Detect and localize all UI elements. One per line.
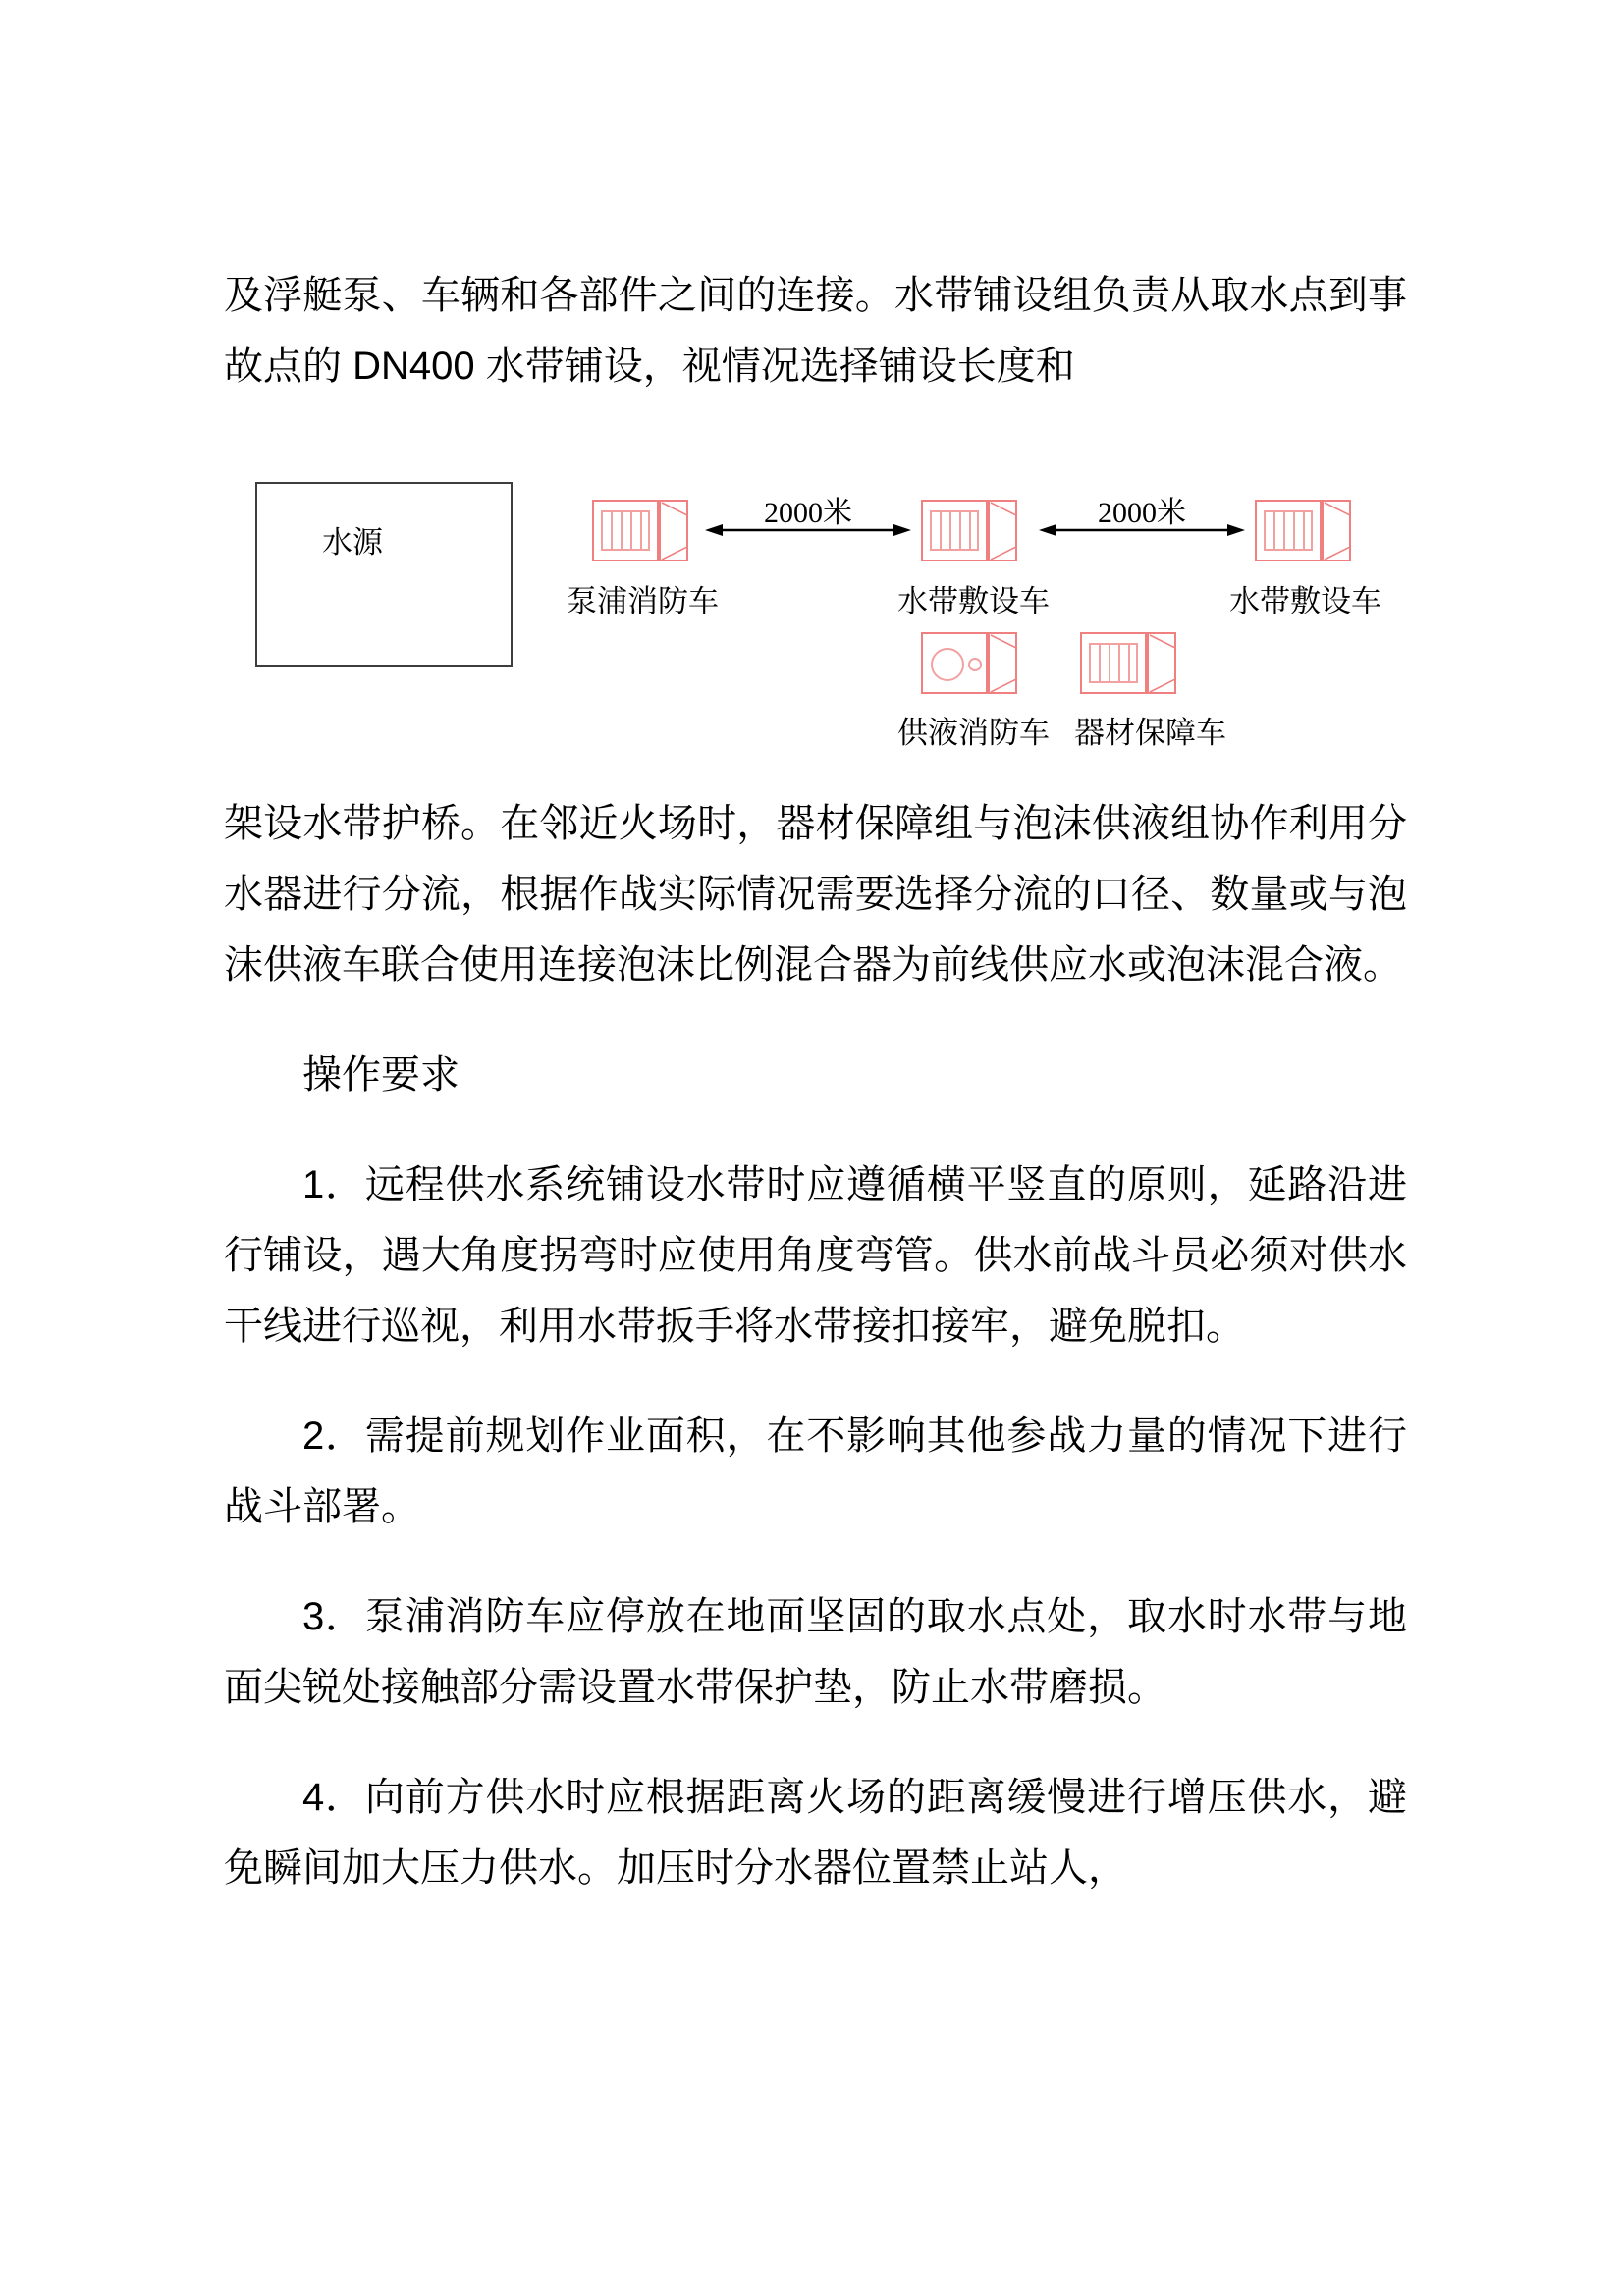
truck-cab [988,500,1017,561]
distance-label-1: 2000米 [764,497,852,529]
water-source-label: 水源 [322,525,383,560]
list-item-3: 3．泵浦消防车应停放在地面坚固的取水点处，取水时水带与地面尖锐处接触部分需设置水带保护垫，防止水带磨损。 [224,1595,1407,1709]
paragraph-after-figure: 架设水带护桥。在邻近火场时，器材保障组与泡沫供液组协作利用分水器进行分流，根据作战实际情况需要选择分流的口径、数量或与泡沫供液车联合使用连接泡沫比例混合器为前线供应水或泡沫混合液。 [224,802,1407,987]
truck-cab [988,632,1017,694]
section-heading-operational-requirements: 操作要求 [302,1053,460,1096]
tank-large-circle [931,648,964,681]
truck-cab [1322,500,1351,561]
vehicle-label-hose-laying-truck-2: 水带敷设车 [1229,584,1381,618]
distance-dimension-2 [1039,497,1245,561]
vehicle-label-pump-fire-truck: 泵浦消防车 [567,584,719,618]
document-content [224,0,1407,1943]
truck-cargo-frame [930,510,979,551]
list-item-2: 2．需提前规划作业面积，在不影响其他参战力量的情况下进行战斗部署。 [224,1415,1407,1528]
list-item-1: 1．远程供水系统铺设水带时应遵循横平竖直的原则，延路沿进行铺设，遇大角度拐弯时应使用角度弯管。供水前战斗员必须对供水干线进行巡视，利用水带扳手将水带接扣接牢，避免脱扣。 [224,1163,1407,1348]
vehicle-label-foam-supply-truck: 供液消防车 [897,716,1050,750]
vehicle-label-hose-laying-truck-1: 水带敷设车 [897,584,1050,618]
list-item-4: 4．向前方供水时应根据距离火场的距离缓慢进行增压供水，避免瞬间加大压力供水。加压时分水器位置禁止站人， [224,1776,1407,1890]
remote-water-supply-diagram [224,441,1407,765]
tank-small-circle [968,658,982,671]
truck-cab [659,500,688,561]
distance-label-2: 2000米 [1098,497,1186,529]
truck-cab [1147,632,1176,694]
truck-cargo-frame [1089,643,1138,683]
water-source-box [255,482,513,667]
paragraph-top: 及浮艇泵、车辆和各部件之间的连接。水带铺设组负责从取水点到事故点的 DN400 水带铺设，视情况选择铺设长度和 [224,274,1407,388]
vehicle-label-equipment-support-truck: 器材保障车 [1074,716,1226,750]
truck-cargo-frame [601,510,650,551]
distance-dimension-1 [705,497,911,561]
truck-cargo-frame [1264,510,1313,551]
